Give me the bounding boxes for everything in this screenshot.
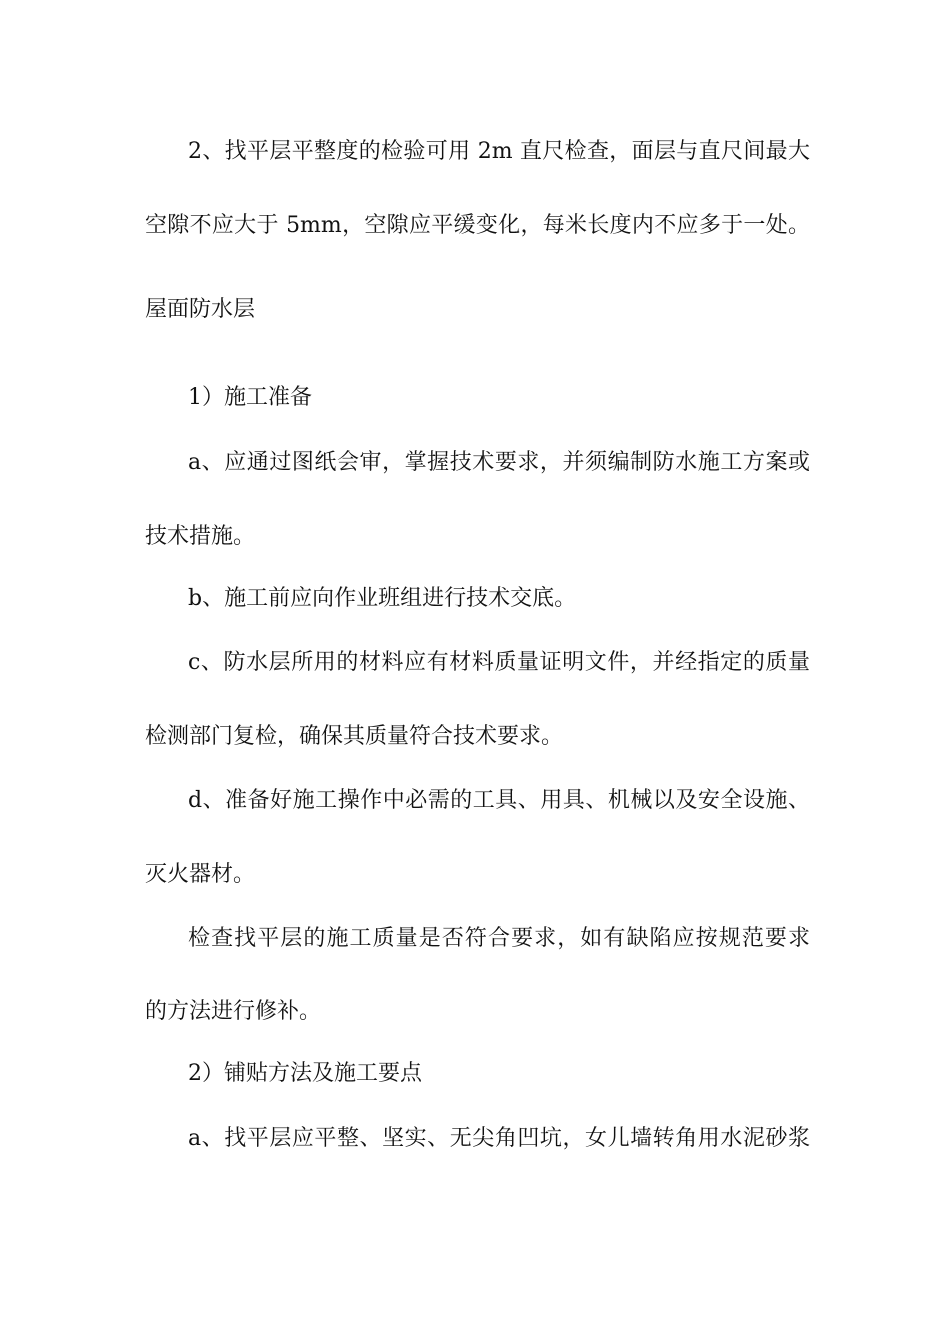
paragraph-line: 2、找平层平整度的检验可用 2m 直尺检查，面层与直尺间最大 <box>188 139 810 164</box>
paragraph-line: 检查找平层的施工质量是否符合要求，如有缺陷应按规范要求 <box>188 926 810 951</box>
subsection-heading: 2）铺贴方法及施工要点 <box>188 1061 422 1086</box>
paragraph-line: 灭火器材。 <box>145 862 256 887</box>
paragraph-line: 技术措施。 <box>145 524 256 549</box>
paragraph-line: c、防水层所用的材料应有材料质量证明文件，并经指定的质量 <box>188 650 810 675</box>
paragraph-line: a、找平层应平整、坚实、无尖角凹坑，女儿墙转角用水泥砂浆 <box>188 1126 810 1151</box>
paragraph-line: 的方法进行修补。 <box>145 999 322 1024</box>
paragraph-line: a、应通过图纸会审，掌握技术要求，并须编制防水施工方案或 <box>188 450 810 475</box>
section-heading: 屋面防水层 <box>145 297 256 322</box>
paragraph-line: b、施工前应向作业班组进行技术交底。 <box>188 586 577 611</box>
paragraph-line: 检测部门复检，确保其质量符合技术要求。 <box>145 724 564 749</box>
paragraph-line: d、准备好施工操作中必需的工具、用具、机械以及安全设施、 <box>188 788 810 813</box>
subsection-heading: 1）施工准备 <box>188 385 312 410</box>
paragraph-line: 空隙不应大于 5mm，空隙应平缓变化，每米长度内不应多于一处。 <box>145 213 810 238</box>
